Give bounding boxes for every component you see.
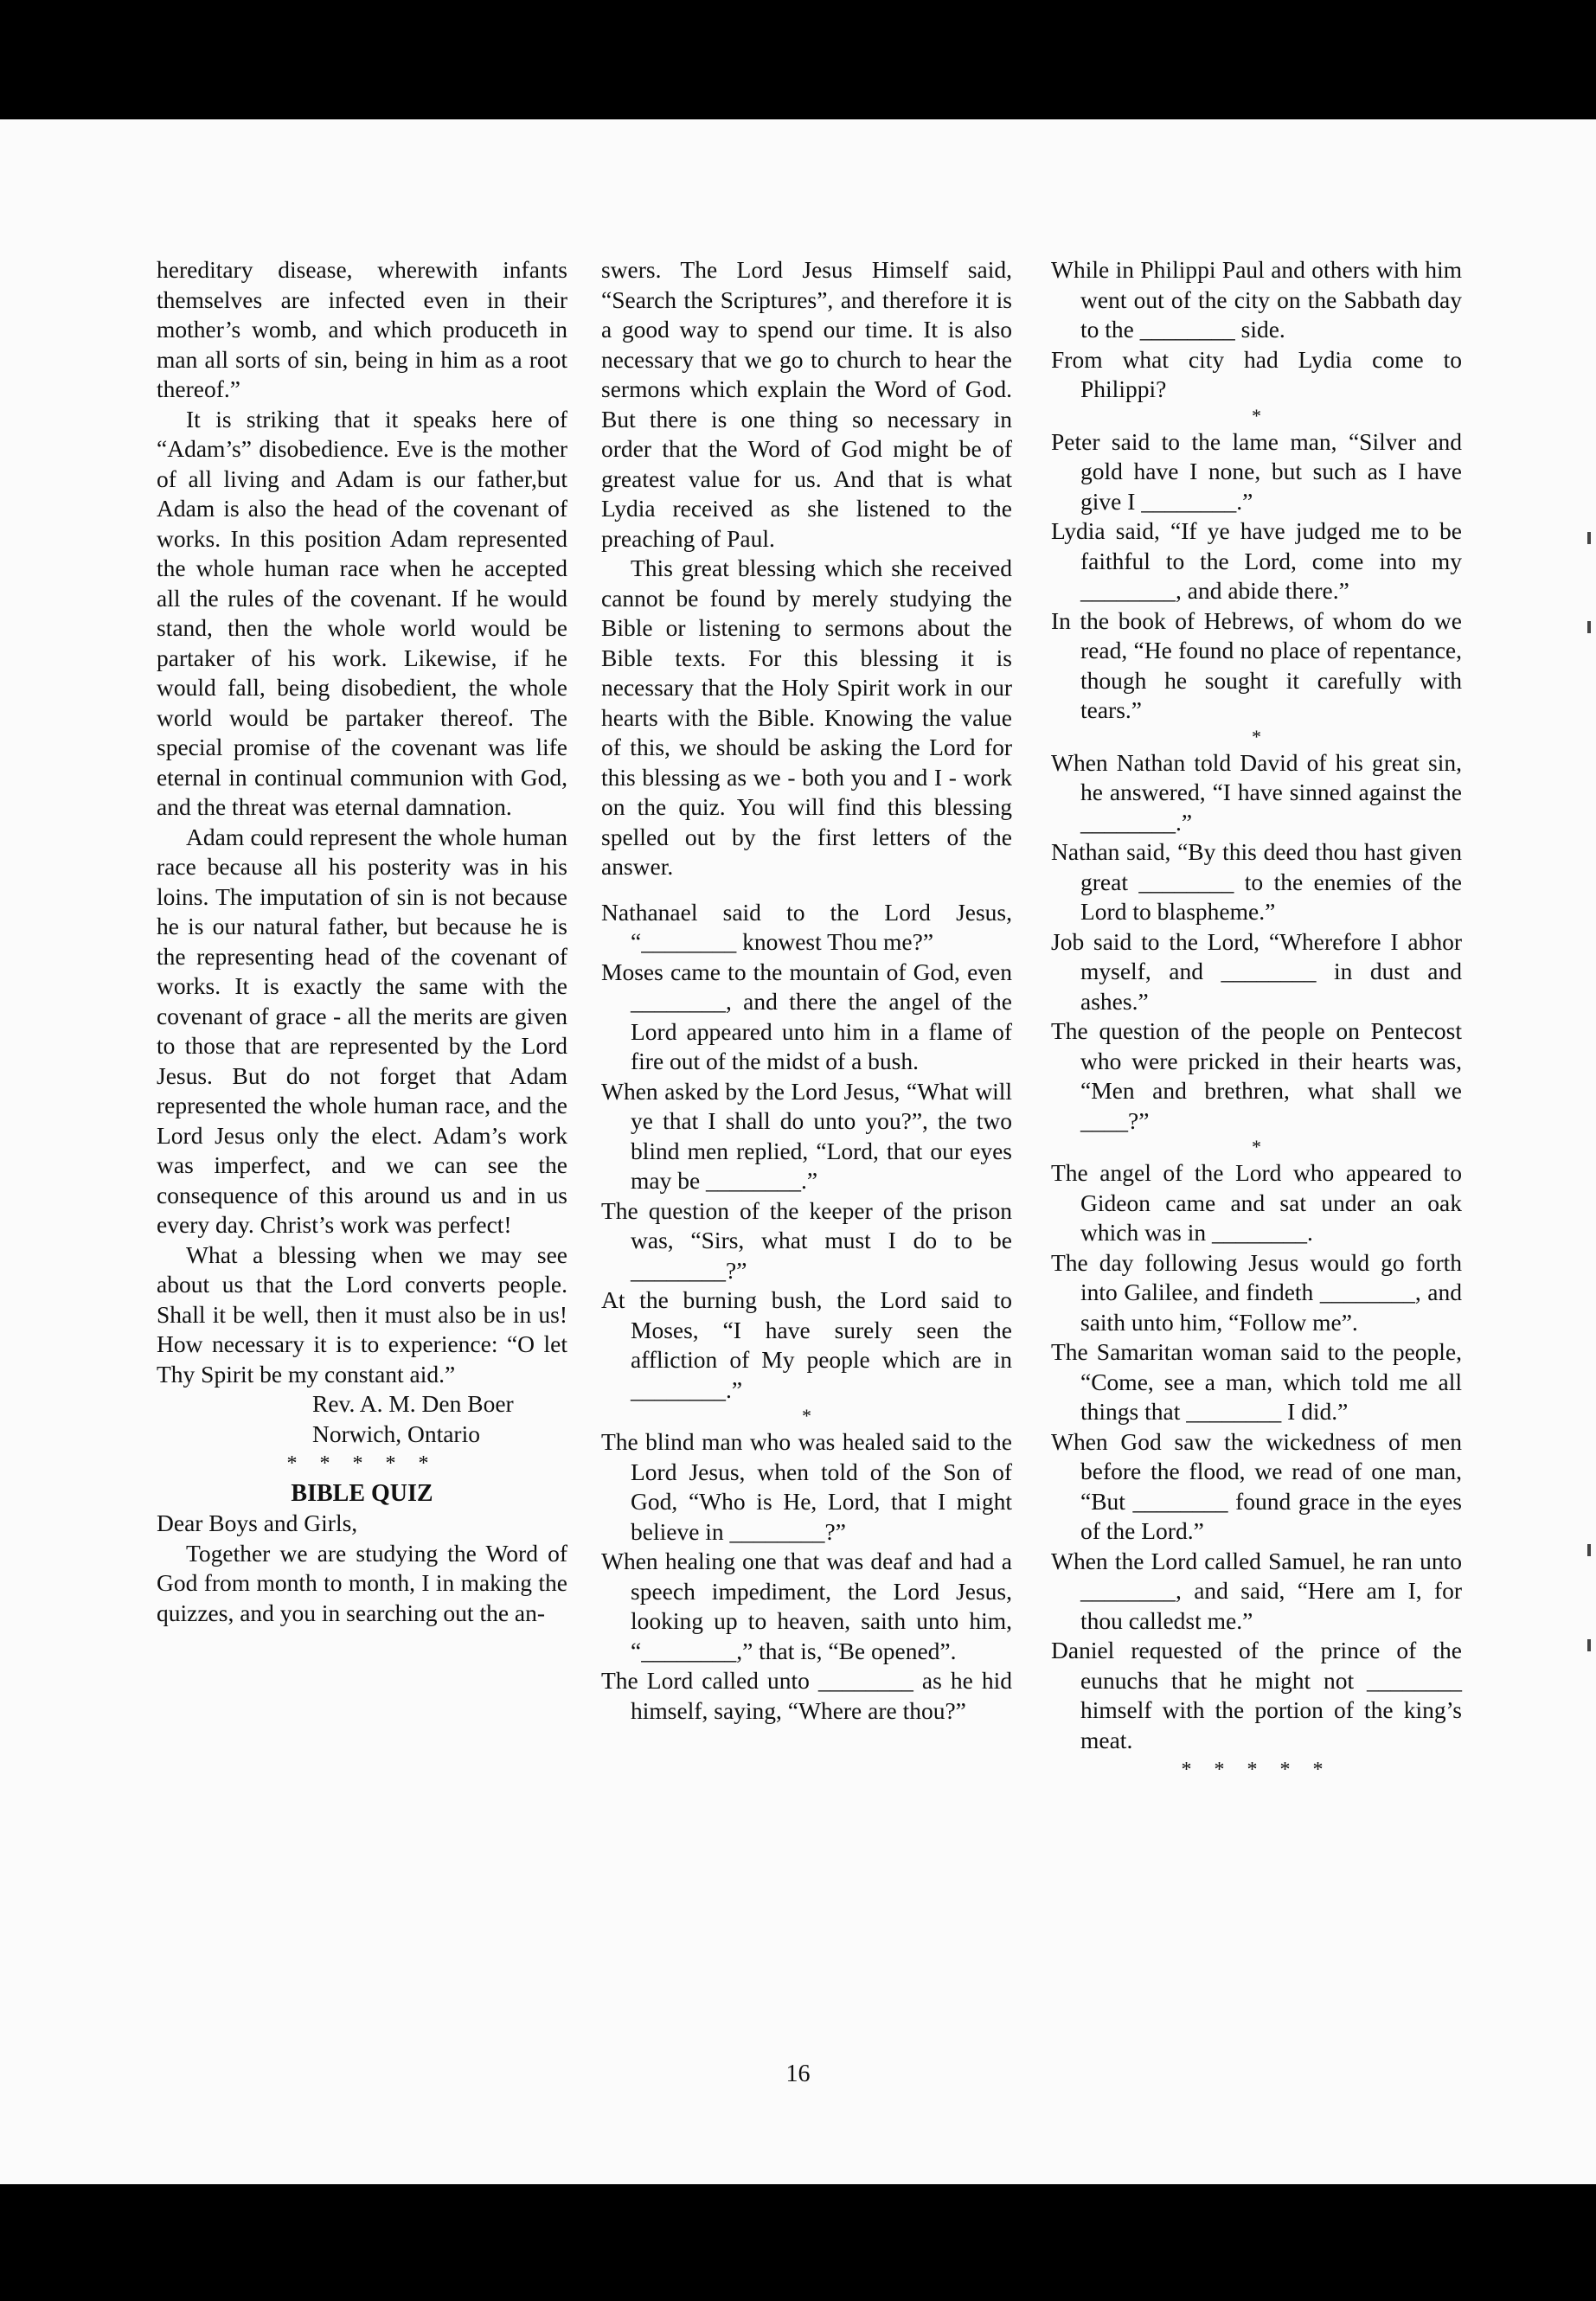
column-middle bbox=[601, 255, 1012, 1726]
group-separator: * bbox=[802, 1405, 811, 1426]
author-name: Rev. A. M. Den Boer bbox=[312, 1390, 514, 1417]
quiz-question: At the burning bush, the Lord said to Moses, “I have surely seen the affliction of My people which are in ________.” bbox=[601, 1286, 1012, 1403]
section-divider: * * * * * bbox=[1181, 1759, 1332, 1781]
column-left bbox=[157, 255, 567, 1628]
section-divider: * * * * * bbox=[286, 1452, 438, 1475]
quiz-question: The day following Jesus would go forth into Galilee, and findeth ________, and saith unto him, “Follow me”. bbox=[1051, 1248, 1462, 1336]
quiz-question: From what city had Lydia come to Philippi? bbox=[1051, 345, 1462, 402]
body-paragraph: hereditary disease, wherewith infants themselves are infected even in their mother’s womb, and which produceth in man all sorts of sin, being in him as a root thereof.” bbox=[157, 256, 567, 402]
quiz-question: The question of the keeper of the prison was, “Sirs, what must I do to be ________?” bbox=[601, 1196, 1012, 1284]
body-paragraph: Adam could represent the whole human race because all his posterity was in his loins. The imputation of sin is not because he is our natural father, but because he is the representing head of the covenant of works. It is exactly the same with the covenant of grace - all the merits are given to those that are represented by the Lord Jesus. But do not forget that Adam represented the whole human race, and the Lord Jesus only the elect. Adam’s work was imperfect, and we can see the consequence of this around us and in us every day. Christ’s work was perfect! bbox=[157, 823, 567, 1238]
quiz-question: Job said to the Lord, “Wherefore I abhor myself, and ________ in dust and ashes.” bbox=[1051, 927, 1462, 1015]
quiz-question: Nathanael said to the Lord Jesus, “________ knowest Thou me?” bbox=[601, 898, 1012, 955]
scan-mark bbox=[1587, 621, 1591, 633]
quiz-question: The Lord called unto ________ as he hid himself, saying, “Where are thou?” bbox=[601, 1667, 1012, 1724]
quiz-question: While in Philippi Paul and others with him went out of the city on the Sabbath day to the ________ side. bbox=[1051, 256, 1462, 343]
body-paragraph: It is striking that it speaks here of “Adam’s” disobedience. Eve is the mother of all living and Adam is our father,but Adam is also the head of the covenant of works. In this position Adam represented the whole human race when he accepted all the rules of the covenant. If he would stand, then the whole world would be partaker of his work. Likewise, if he would fall, being disobedient, the whole world would be partaker thereof. The special promise of the covenant was life eternal in continual communion with God, and the threat was eternal damnation. bbox=[157, 405, 567, 820]
quiz-question: When asked by the Lord Jesus, “What will ye that I shall do unto you?”, the two blind men replied, “Lord, that our eyes may be ________.” bbox=[601, 1077, 1012, 1194]
body-paragraph: This great blessing which she received cannot be found by merely studying the Bible or listening to sermons about the Bible texts. For this blessing it is necessary that the Holy Spirit work in our hearts with the Bible. Knowing the value of this, we should be asking the Lord for this blessing as we - both you and I - work on the quiz. You will find this blessing spelled out by the first letters of the answer. bbox=[601, 554, 1012, 880]
quiz-question: The question of the people on Pentecost who were pricked in their hearts was, “Men and brethren, what shall we ____?” bbox=[1051, 1017, 1462, 1134]
quiz-question: Nathan said, “By this deed thou hast given great ________ to the enemies of the Lord to blaspheme.” bbox=[1051, 838, 1462, 925]
quiz-question: Moses came to the mountain of God, even ________, and there the angel of the Lord appeared unto him in a flame of fire out of the midst of a bush. bbox=[601, 958, 1012, 1074]
group-separator: * bbox=[1252, 1136, 1261, 1157]
spacer bbox=[601, 882, 1012, 898]
group-separator: * bbox=[1252, 725, 1261, 747]
body-paragraph: swers. The Lord Jesus Himself said, “Search the Scriptures”, and therefore it is a good way to spend our time. It is also necessary that we go to church to hear the sermons which explain the Word of God. But there is one thing so necessary in order that the Word of God might be of greatest value for us. And that is what Lydia received as she listened to the preaching of Paul. bbox=[601, 256, 1012, 552]
body-paragraph: Together we are studying the Word of God from month to month, I in making the quizzes, and you in searching out the an- bbox=[157, 1539, 567, 1626]
column-right bbox=[1051, 255, 1462, 1785]
group-separator: * bbox=[1252, 404, 1261, 426]
quiz-question: Daniel requested of the prince of the eunuchs that he might not ________ himself with the portion of the king’s meat. bbox=[1051, 1637, 1462, 1753]
quiz-question: The blind man who was healed said to the Lord Jesus, when told of the Son of God, “Who is He, Lord, that I might believe in ________?” bbox=[601, 1428, 1012, 1545]
quiz-question: When the Lord called Samuel, he ran unto ________, and said, “Here am I, for thou calledst me.” bbox=[1051, 1547, 1462, 1634]
author-location: Norwich, Ontario bbox=[312, 1420, 480, 1447]
quiz-title: BIBLE QUIZ bbox=[291, 1479, 433, 1507]
scan-mark bbox=[1587, 1639, 1591, 1651]
scan-mark bbox=[1587, 1544, 1591, 1556]
page-number: 16 bbox=[785, 2061, 811, 2087]
greeting: Dear Boys and Girls, bbox=[157, 1509, 358, 1536]
quiz-question: Peter said to the lame man, “Silver and gold have I none, but such as I have give I ________.” bbox=[1051, 427, 1462, 515]
body-paragraph: What a blessing when we may see about us that the Lord converts people. Shall it be well, then it must also be in us! How necessary it is to experience: “O let Thy Spirit be my constant aid.” bbox=[157, 1240, 567, 1388]
quiz-question: The Samaritan woman said to the people, “Come, see a man, which told me all things that ________ I did.” bbox=[1051, 1338, 1462, 1425]
quiz-question: The angel of the Lord who appeared to Gideon came and sat under an oak which was in ________. bbox=[1051, 1159, 1462, 1246]
quiz-question: In the book of Hebrews, of whom do we read, “He found no place of repentance, though he sought it carefully with tears.” bbox=[1051, 606, 1462, 723]
quiz-question: When Nathan told David of his great sin, he answered, “I have sinned against the ________.” bbox=[1051, 748, 1462, 836]
quiz-question: When healing one that was deaf and had a speech impediment, the Lord Jesus, looking up to heaven, saith unto him, “________,” that is, “Be opened”. bbox=[601, 1548, 1012, 1664]
quiz-question: When God saw the wickedness of men before the flood, we read of one man, “But ________ found grace in the eyes of the Lord.” bbox=[1051, 1427, 1462, 1544]
quiz-question: Lydia said, “If ye have judged me to be faithful to the Lord, come into my ________, and abide there.” bbox=[1051, 517, 1462, 604]
scan-mark bbox=[1587, 532, 1591, 544]
